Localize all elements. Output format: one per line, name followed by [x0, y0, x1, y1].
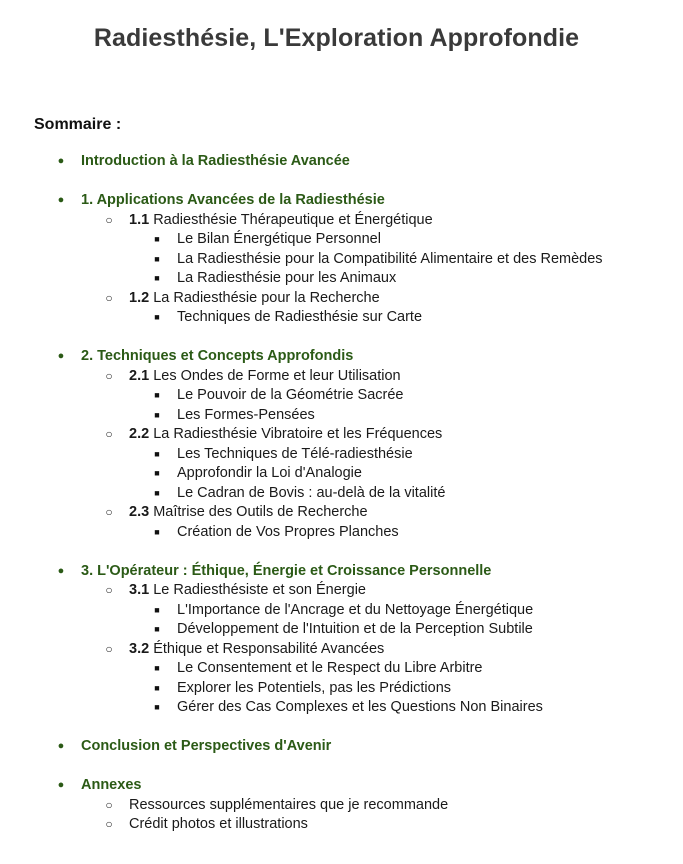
- summary-heading: Sommaire :: [34, 116, 122, 133]
- list-bullet-icon: ●: [57, 350, 65, 362]
- list-bullet-icon: ○: [105, 505, 113, 519]
- toc-entry-text: Développement de l'Intuition et de la Perception Subtile: [177, 621, 533, 637]
- list-bullet-icon: ■: [154, 468, 160, 478]
- list-bullet-icon: ○: [105, 427, 113, 441]
- toc-entry-text: Explorer les Potentiels, pas les Prédictions: [177, 679, 452, 696]
- toc-entry-text: Annexes: [81, 777, 142, 793]
- list-bullet-icon: ■: [154, 448, 160, 459]
- section-number: 3.1: [129, 582, 154, 598]
- toc-entry-text: Création de Vos Propres Planches: [177, 523, 399, 540]
- list-bullet-icon: ■: [154, 253, 160, 264]
- list-bullet-icon: ■: [154, 604, 160, 615]
- list-bullet-icon: ■: [154, 409, 160, 420]
- toc-entry-text: Le Pouvoir de la Géométrie Sacrée: [177, 387, 404, 403]
- toc-entry-text: 1. Applications Avancées de la Radiesthésie: [81, 192, 385, 208]
- list-bullet-icon: ○: [105, 290, 113, 305]
- list-bullet-icon: ■: [154, 526, 160, 537]
- list-bullet-icon: ■: [154, 487, 160, 498]
- toc-entry-text: Les Techniques de Télé-radiesthésie: [177, 445, 413, 462]
- toc-entry-text: 1.2 La Radiesthésie pour la Recherche: [129, 289, 380, 306]
- list-bullet-icon: ■: [154, 273, 160, 283]
- list-bullet-icon: ■: [154, 234, 160, 244]
- toc-entry-text: La Radiesthésie pour la Compatibilité Alimentaire et des Remèdes: [177, 250, 603, 267]
- toc-entry-text: Le Bilan Énergétique Personnel: [177, 231, 381, 247]
- section-number: 3.2: [129, 640, 154, 657]
- list-bullet-icon: ■: [154, 682, 160, 693]
- toc-entry-text: Techniques de Radiesthésie sur Carte: [177, 309, 423, 325]
- toc-entry-text: 2.1 Les Ondes de Forme et leur Utilisation: [129, 367, 401, 384]
- list-bullet-icon: ■: [154, 312, 160, 322]
- list-bullet-icon: ○: [105, 817, 113, 831]
- toc-entry-text: 2. Techniques et Concepts Approfondis: [81, 348, 354, 364]
- toc-entry-text: 3.1 Le Radiesthésiste et son Énergie: [129, 582, 366, 598]
- list-bullet-icon: ●: [57, 740, 65, 752]
- list-bullet-icon: ■: [154, 702, 160, 712]
- toc-entry-text: 2.3 Maîtrise des Outils de Recherche: [129, 504, 368, 520]
- toc-entry-text: L'Importance de l'Ancrage et du Nettoyage Énergétique: [177, 601, 534, 618]
- toc-entry-text: Approfondir la Loi d'Analogie: [177, 465, 362, 481]
- toc-entry-text: Le Consentement et le Respect du Libre Arbitre: [177, 660, 483, 676]
- toc-entry-text: La Radiesthésie pour les Animaux: [177, 270, 397, 286]
- section-number: 2.1: [129, 367, 154, 384]
- toc-entry-text: Gérer des Cas Complexes et les Questions Non Binaires: [177, 699, 543, 715]
- toc-entry-text: Ressources supplémentaires que je recommande: [129, 796, 449, 813]
- list-bullet-icon: ○: [105, 368, 113, 383]
- toc-entry-text: Les Formes-Pensées: [177, 406, 315, 423]
- toc-entry-text: Le Cadran de Bovis : au-delà de la vitalité: [177, 484, 446, 501]
- toc-entry-text: 3. L'Opérateur : Éthique, Énergie et Croissance Personnelle: [81, 562, 492, 579]
- list-bullet-icon: ○: [105, 212, 113, 227]
- section-number: 1.1: [129, 211, 154, 228]
- section-number: 2.3: [129, 504, 154, 520]
- section-number: 1.2: [129, 289, 154, 306]
- list-bullet-icon: ●: [57, 564, 65, 577]
- list-bullet-icon: ○: [105, 641, 113, 656]
- toc-entry-text: 3.2 Éthique et Responsabilité Avancées: [129, 640, 385, 657]
- toc-entry-text: 1.1 Radiesthésie Thérapeutique et Énergétique: [129, 211, 433, 228]
- list-bullet-icon: ○: [105, 797, 113, 812]
- list-bullet-icon: ■: [154, 663, 160, 673]
- toc-entry-text: Conclusion et Perspectives d'Avenir: [81, 738, 332, 754]
- document-title: Radiesthésie, L'Exploration Approfondie: [93, 24, 580, 52]
- list-bullet-icon: ○: [105, 583, 113, 597]
- list-bullet-icon: ●: [57, 779, 65, 791]
- section-number: 2.2: [129, 426, 154, 442]
- toc-entry-text: Crédit photos et illustrations: [129, 816, 308, 832]
- list-bullet-icon: ■: [154, 390, 160, 400]
- list-bullet-icon: ■: [154, 624, 160, 634]
- toc-entry-text: Introduction à la Radiesthésie Avancée: [81, 153, 350, 169]
- toc-entry-text: 2.2 La Radiesthésie Vibratoire et les Fréquences: [129, 426, 443, 442]
- list-bullet-icon: ●: [57, 155, 65, 167]
- list-bullet-icon: ●: [57, 194, 65, 206]
